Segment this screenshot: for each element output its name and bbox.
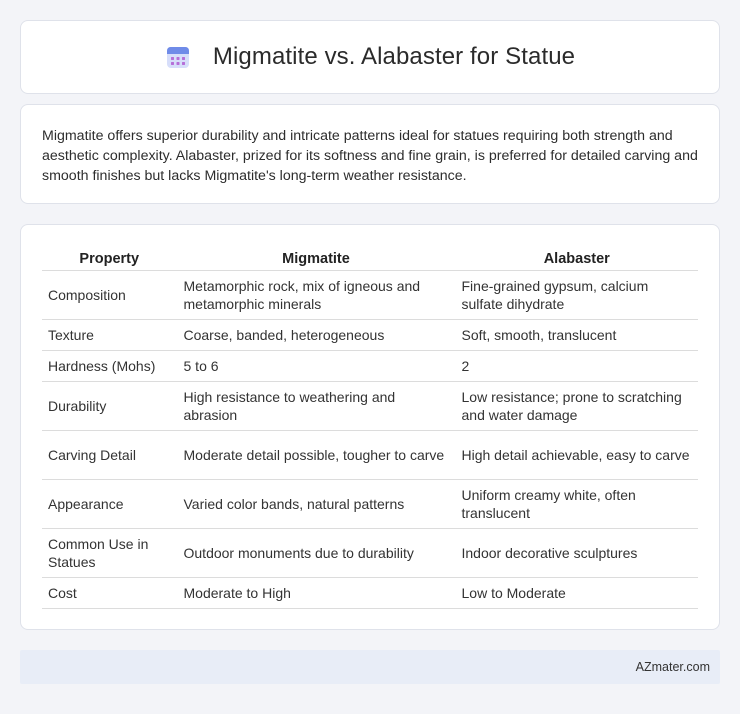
row-property: Composition [42,270,177,319]
footer-brand: AZmater.com [635,660,710,674]
row-alabaster-value: Indoor decorative sculptures [455,528,698,577]
row-migmatite-value: Metamorphic rock, mix of igneous and metamorphic minerals [177,270,455,319]
row-alabaster-value: Fine-grained gypsum, calcium sulfate dihydrate [455,270,698,319]
row-alabaster-value: Soft, smooth, translucent [455,319,698,350]
row-alabaster-value: Low resistance; prone to scratching and water damage [455,381,698,430]
header-property: Property [42,245,177,270]
row-alabaster-value: 2 [455,350,698,381]
comparison-table-card [20,224,720,630]
table-row [42,381,698,430]
row-migmatite-value: Moderate detail possible, tougher to carve [177,430,455,479]
row-property: Hardness (Mohs) [42,350,177,381]
table-row [42,350,698,381]
header-alabaster: Alabaster [455,245,698,270]
row-property: Texture [42,319,177,350]
summary-text: Migmatite offers superior durability and intricate patterns ideal for statues requiring both strength and aesthetic complexity. Alabaster, prized for its softness and fine grain, is preferred for detailed carving and smooth finishes but lacks Migmatite's long-term weather resistance. [42,128,698,184]
table-row [42,430,698,479]
row-property: Cost [42,577,177,608]
table-header-row [42,245,698,270]
row-alabaster-value: Uniform creamy white, often translucent [455,479,698,528]
row-alabaster-value: High detail achievable, easy to carve [455,430,698,479]
table-row [42,577,698,608]
table-row [42,270,698,319]
summary-card [20,104,720,204]
row-alabaster-value: Low to Moderate [455,577,698,608]
row-migmatite-value: Moderate to High [177,577,455,608]
table-row [42,479,698,528]
row-property: Appearance [42,479,177,528]
header-migmatite: Migmatite [177,245,455,270]
row-property: Durability [42,381,177,430]
table-row [42,528,698,577]
calendar-icon [165,44,191,70]
title-card [20,20,720,94]
footer [20,650,720,684]
row-migmatite-value: Varied color bands, natural patterns [177,479,455,528]
row-property: Common Use in Statues [42,528,177,577]
row-migmatite-value: High resistance to weathering and abrasion [177,381,455,430]
row-migmatite-value: 5 to 6 [177,350,455,381]
comparison-table [42,245,698,609]
table-row [42,319,698,350]
row-property: Carving Detail [42,430,177,479]
row-migmatite-value: Coarse, banded, heterogeneous [177,319,455,350]
row-migmatite-value: Outdoor monuments due to durability [177,528,455,577]
page-title: Migmatite vs. Alabaster for Statue [212,43,576,70]
